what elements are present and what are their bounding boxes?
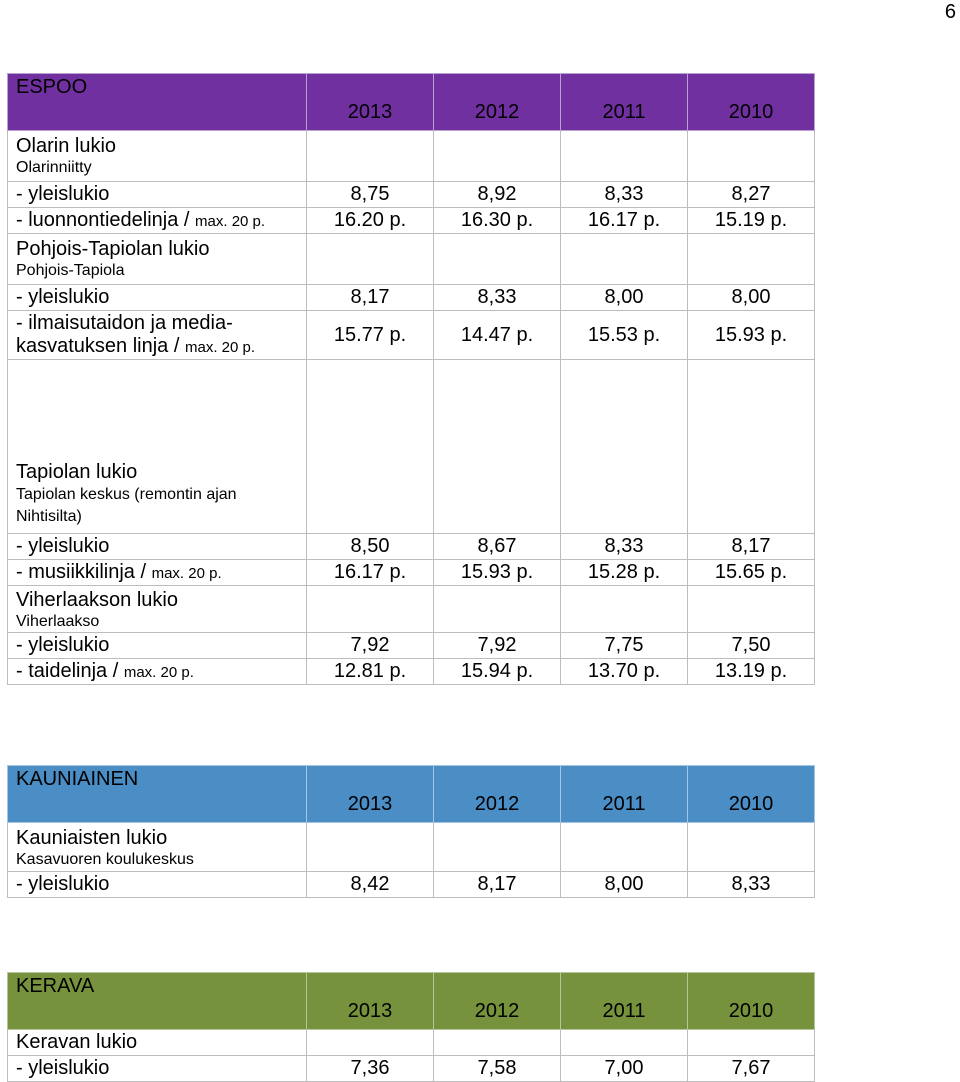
table-row [8,311,815,360]
table-row [8,560,815,586]
school-location: Kasavuoren koulukeskus [16,851,194,868]
value-cell: 8,33 [561,534,688,560]
kerava-table [7,972,815,1082]
page-number: 6 [944,1,956,23]
max-note: max. 20 p. [123,664,194,681]
year-header: 2011 [561,74,688,131]
kauniainen-title: KAUNIAINEN [8,766,307,823]
value-cell: 13.19 p. [688,659,815,685]
value-cell: 13.70 p. [561,659,688,685]
table-row [8,872,815,898]
value-cell: 7,92 [307,633,434,659]
school-location: Nihtisilta) [16,508,82,525]
school-name: Viherlaakson lukio [16,589,178,611]
school-name: Pohjois-Tapiolan lukio [16,238,210,260]
line-label: - luonnontiedelinja / [16,209,190,231]
school-name-cell [8,131,307,182]
school-row [8,586,815,633]
value-cell: 8,00 [561,285,688,311]
value-cell: 8,75 [307,182,434,208]
table-row [8,208,815,234]
table-row [8,633,815,659]
value-cell: 14.47 p. [434,311,561,360]
school-name: Kauniaisten lukio [16,827,168,849]
value-cell: 15.65 p. [688,560,815,586]
value-cell: 7,67 [688,1056,815,1082]
school-location: Tapiolan keskus (remontin ajan [16,486,237,503]
value-cell: 16.20 p. [307,208,434,234]
school-name-cell [8,586,307,633]
school-location: Olarinniitty [16,159,92,176]
kauniainen-table [7,765,815,898]
year-header: 2013 [307,766,434,823]
kerava-title: KERAVA [8,973,307,1030]
value-cell: 15.19 p. [688,208,815,234]
line-label: - yleislukio [8,285,307,311]
line-label: - yleislukio [8,633,307,659]
line-label: - musiikkilinja / [16,561,147,583]
value-cell: 7,92 [434,633,561,659]
value-cell: 8,17 [688,534,815,560]
line-label: kasvatuksen linja / [16,335,180,357]
table-row [8,182,815,208]
school-name-cell [8,234,307,285]
value-cell: 16.30 p. [434,208,561,234]
value-cell: 8,17 [434,872,561,898]
line-label-cell [8,208,307,234]
school-name: Olarin lukio [16,135,117,157]
school-location: Pohjois-Tapiola [16,262,125,279]
max-note: max. 20 p. [195,213,266,230]
value-cell: 8,27 [688,182,815,208]
value-cell: 8,33 [434,285,561,311]
value-cell: 8,50 [307,534,434,560]
value-cell: 8,42 [307,872,434,898]
line-label: - yleislukio [8,872,307,898]
line-label: - ilmaisutaidon ja media- [16,312,233,334]
line-label: - yleislukio [8,534,307,560]
year-header: 2013 [307,74,434,131]
year-header: 2012 [434,973,561,1030]
max-note: max. 20 p. [184,339,256,356]
year-header: 2010 [688,766,815,823]
value-cell: 7,36 [307,1056,434,1082]
value-cell: 15.53 p. [561,311,688,360]
value-cell: 8,33 [688,872,815,898]
table-row [8,534,815,560]
line-label-cell [8,311,307,360]
value-cell: 15.94 p. [434,659,561,685]
value-cell: 16.17 p. [561,208,688,234]
value-cell: 8,92 [434,182,561,208]
value-cell: 7,75 [561,633,688,659]
kerava-header-row [8,973,815,1030]
year-header: 2012 [434,74,561,131]
espoo-header-row [8,74,815,131]
line-label-cell [8,560,307,586]
school-row [8,131,815,182]
year-header: 2010 [688,973,815,1030]
kauniainen-header-row [8,766,815,823]
line-label: - yleislukio [8,182,307,208]
school-name-cell [8,823,307,872]
school-name: Tapiolan lukio [16,461,138,483]
year-header: 2012 [434,766,561,823]
value-cell: 16.17 p. [307,560,434,586]
value-cell: 8,00 [688,285,815,311]
school-row [8,1030,815,1056]
value-cell: 7,58 [434,1056,561,1082]
table-row [8,659,815,685]
value-cell: 8,17 [307,285,434,311]
value-cell: 7,00 [561,1056,688,1082]
max-note: max. 20 p. [151,565,222,582]
line-label: - taidelinja / [16,660,119,682]
school-row [8,823,815,872]
value-cell: 15.77 p. [307,311,434,360]
school-row [8,234,815,285]
table-row [8,285,815,311]
value-cell: 8,67 [434,534,561,560]
school-row [8,360,815,534]
value-cell: 8,00 [561,872,688,898]
value-cell: 15.93 p. [688,311,815,360]
value-cell: 15.28 p. [561,560,688,586]
espoo-table [7,73,815,685]
year-header: 2011 [561,766,688,823]
value-cell: 7,50 [688,633,815,659]
year-header: 2010 [688,74,815,131]
school-location: Viherlaakso [16,613,100,630]
line-label: - yleislukio [8,1056,307,1082]
value-cell: 15.93 p. [434,560,561,586]
year-header: 2013 [307,973,434,1030]
table-row [8,1056,815,1082]
school-name-cell [8,360,307,534]
value-cell: 12.81 p. [307,659,434,685]
value-cell: 8,33 [561,182,688,208]
line-label-cell [8,659,307,685]
espoo-title: ESPOO [8,74,307,131]
school-name: Keravan lukio [8,1030,307,1056]
year-header: 2011 [561,973,688,1030]
